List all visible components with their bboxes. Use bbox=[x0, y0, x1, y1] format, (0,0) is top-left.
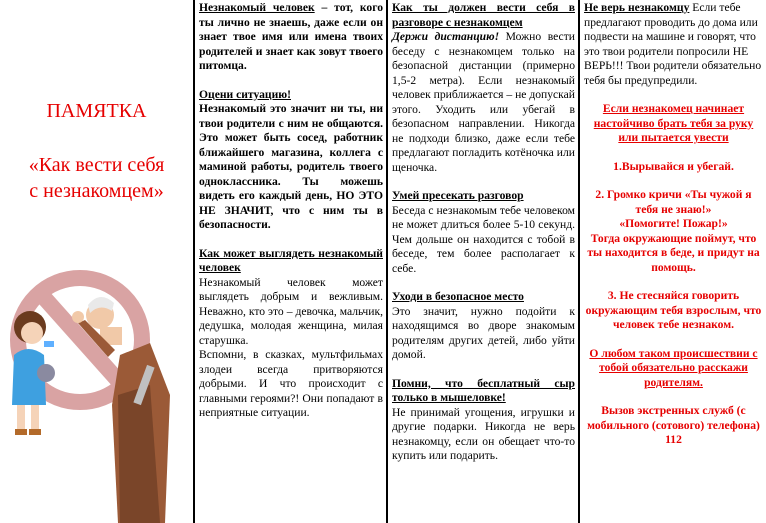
step-2-help: «Помогите! Пожар!» bbox=[619, 217, 728, 230]
subtitle-line-2: с незнакомцем» bbox=[29, 180, 164, 202]
child-figure bbox=[12, 311, 55, 435]
trust-text: Если тебе предлагают проводить до дома или подвести на машине и говорят, что это твои родители попросили НЕ ВЕРЬ!!! Твои родители обязательно тебя бы предупредили. bbox=[584, 1, 762, 87]
distance-paragraph bbox=[392, 30, 575, 175]
column-actions bbox=[578, 0, 766, 523]
definition-paragraph bbox=[199, 1, 383, 74]
warning-text: Если незнакомец начинает настойчиво брать тебя за руку или пытается увести bbox=[593, 102, 754, 144]
assess-text: Незнакомый это значит ни ты, ни твои родители с ним не общаются. Это может быть сосед, работник ближайшего магазина, коллега с маминой работы, родитель твоего одноклассника. Ты можешь видеть его каждый день, НО ЭТО НЕ ЗНАЧИТ, что с ним ты в безопасности. bbox=[199, 102, 383, 231]
safe-place-text: Это значит, нужно подойти к находящимся во дворе знакомым родителям других детей, либо уйти домой. bbox=[392, 304, 575, 361]
step-2-shout: 2. Громко кричи «Ты чужой я тебя не знаю!» bbox=[595, 188, 752, 216]
column-conversation bbox=[386, 0, 578, 523]
subtitle-line-1: «Как вести себя bbox=[28, 154, 165, 176]
emergency-number: 112 bbox=[665, 433, 682, 446]
trust-paragraph bbox=[584, 1, 763, 88]
memo-title: ПАМЯТКА bbox=[46, 100, 147, 122]
appearance-heading: Как может выглядеть незнакомый человек bbox=[199, 246, 383, 274]
memo-subtitle bbox=[0, 152, 193, 204]
trust-heading: Не верь незнакомцу bbox=[584, 1, 690, 14]
title-column bbox=[0, 0, 193, 523]
free-cheese-text: Не принимай угощения, игрушки и другие подарки. Никогда не верь незнакомцу, если он обещает что-то купить или подарить. bbox=[392, 405, 575, 462]
free-cheese-heading: Помни, что бесплатный сыр только в мышеловке! bbox=[392, 376, 575, 404]
step-2-result: Тогда окружающие поймут, что ты находится в беде, и придут на помощь. bbox=[587, 231, 760, 274]
stop-talk-heading: Умей пресекать разговор bbox=[392, 189, 524, 202]
conversation-heading: Как ты должен вести себя в разговоре с незнакомцем bbox=[392, 1, 575, 29]
appearance-text: Незнакомый человек может выглядеть добрым и вежливым. Неважно, кто это – девочка, мальчик, дедушка, молодая женщина, милая старушка. bbox=[199, 275, 383, 347]
fairy-tale-text: Вспомни, в сказках, мультфильмах злодеи всегда притворяются добрыми. И что происходит с главными героями?! Они попадают в неприятные ситуации. bbox=[199, 348, 383, 419]
step-1: 1.Вырывайся и убегай. bbox=[613, 159, 734, 173]
assess-heading: Оцени ситуацию! bbox=[199, 87, 291, 101]
safe-place-heading: Уходи в безопасное место bbox=[392, 290, 524, 303]
tell-parents: О любом таком происшествии с тобой обязательно расскажи родителям. bbox=[589, 346, 758, 389]
step-3: 3. Не стесняйся говорить окружающим тебя взрослым, что человек тебе незнаком. bbox=[585, 289, 762, 331]
distance-text: Можно вести беседу с незнакомцем только на безопасной дистанции (примерно 1,5-2 метра). Если незнакомый человек приближается – не допускай этого. Уходить или убегай в безопасном направлении. Никогда не подходи близко, даже если тебе предлагают погладить котёночка или щеночка. bbox=[392, 30, 575, 174]
stop-talk-text: Беседа с незнакомым тебе человеком не может длиться более 5-10 секунд. Чем дольше он находится с тобой в беседе, тем более располагает к себе. bbox=[392, 203, 575, 275]
column-definition bbox=[193, 0, 386, 523]
definition-heading: Незнакомый человек bbox=[199, 1, 315, 14]
stranger-figure bbox=[72, 297, 170, 523]
stranger-warning-illustration bbox=[0, 245, 193, 523]
definition-text: – тот, кого ты лично не знаешь, даже если он знает твое имя или имена твоих родителей и знает как зовут твоего питомца. bbox=[199, 1, 384, 72]
distance-heading: Держи дистанцию! bbox=[392, 30, 500, 43]
emergency-call: Вызов экстренных служб (с мобильного (сотового) телефона) bbox=[587, 404, 760, 432]
